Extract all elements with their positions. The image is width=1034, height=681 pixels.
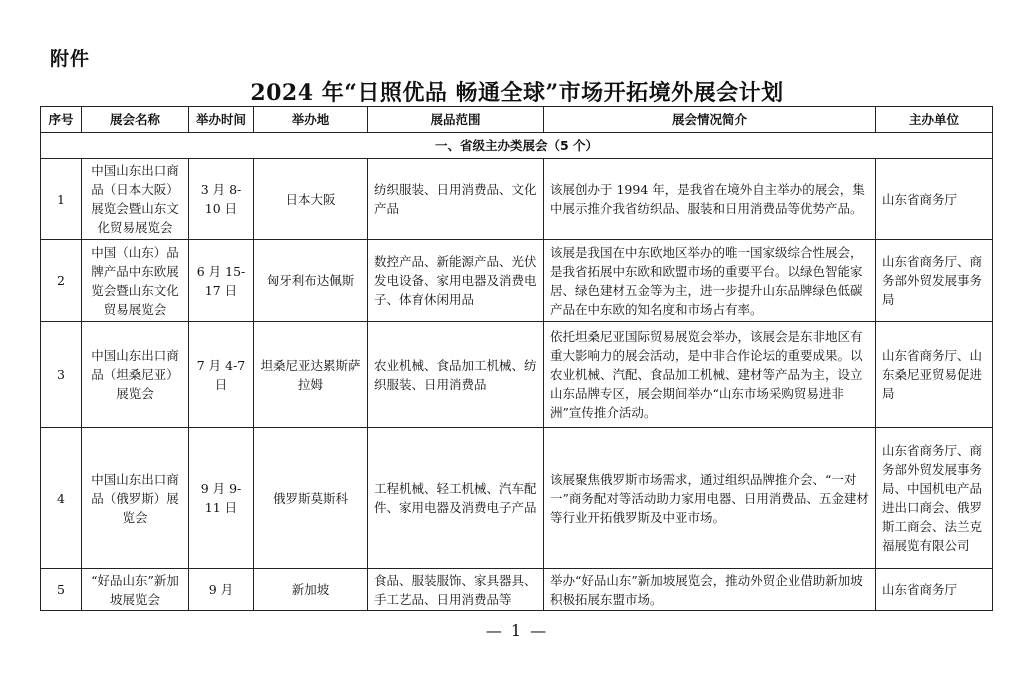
cell-name: 中国山东出口商品（坦桑尼亚）展览会 [82,322,189,428]
header-name: 展会名称 [82,107,189,133]
cell-organizer: 山东省商务厅、商务部外贸发展事务局 [876,240,993,322]
table-header-row [41,107,993,133]
cell-time: 9 月 9-11 日 [189,428,254,569]
table-row [41,428,993,569]
attachment-label: 附件 [50,48,91,70]
cell-scope: 工程机械、轻工机械、汽车配件、家用电器及消费电子产品 [368,428,544,569]
table-row [41,322,993,428]
cell-no: 3 [41,322,82,428]
cell-organizer: 山东省商务厅 [876,569,993,611]
header-organizer: 主办单位 [876,107,993,133]
cell-time: 3 月 8-10 日 [189,159,254,240]
cell-no: 4 [41,428,82,569]
cell-scope: 纺织服装、日用消费品、文化产品 [368,159,544,240]
cell-no: 2 [41,240,82,322]
cell-name: “好品山东”新加坡展览会 [82,569,189,611]
cell-scope: 食品、服装服饰、家具器具、手工艺品、日用消费品等 [368,569,544,611]
page-number: — 1 — [485,621,549,640]
table-row [41,569,993,611]
section-title: 一、省级主办类展会（5 个） [41,133,993,159]
header-time: 举办时间 [189,107,254,133]
cell-no: 1 [41,159,82,240]
header-scope: 展品范围 [368,107,544,133]
cell-scope: 数控产品、新能源产品、光伏发电设备、家用电器及消费电子、体育休闲用品 [368,240,544,322]
cell-time: 9 月 [189,569,254,611]
cell-intro: 举办“好品山东”新加坡展览会，推动外贸企业借助新加坡积极拓展东盟市场。 [544,569,876,611]
page-title: 2024 年“日照优品 畅通全球”市场开拓境外展会计划 [250,80,784,106]
cell-time: 6 月 15-17 日 [189,240,254,322]
cell-intro: 该展创办于 1994 年，是我省在境外自主举办的展会，集中展示推介我省纺织品、服装和日用消费品等优势产品。 [544,159,876,240]
exhibition-plan-table [40,106,993,611]
cell-time: 7 月 4-7 日 [189,322,254,428]
cell-name: 中国（山东）品牌产品中东欧展览会暨山东文化贸易展览会 [82,240,189,322]
table-row [41,240,993,322]
cell-place: 俄罗斯莫斯科 [254,428,368,569]
cell-intro: 该展聚焦俄罗斯市场需求，通过组织品牌推介会、“一对一”商务配对等活动助力家用电器、日用消费品、五金建材等行业开拓俄罗斯及中亚市场。 [544,428,876,569]
cell-organizer: 山东省商务厅、商务部外贸发展事务局、中国机电产品进出口商会、俄罗斯工商会、法兰克福展览有限公司 [876,428,993,569]
section-row [41,133,993,159]
cell-place: 日本大阪 [254,159,368,240]
cell-name: 中国山东出口商品（俄罗斯）展览会 [82,428,189,569]
cell-no: 5 [41,569,82,611]
header-no: 序号 [41,107,82,133]
cell-place: 新加坡 [254,569,368,611]
cell-organizer: 山东省商务厅、山东桑尼亚贸易促进局 [876,322,993,428]
header-intro: 展会情况简介 [544,107,876,133]
header-place: 举办地 [254,107,368,133]
cell-place: 坦桑尼亚达累斯萨拉姆 [254,322,368,428]
cell-organizer: 山东省商务厅 [876,159,993,240]
table-row [41,159,993,240]
cell-intro: 该展是我国在中东欧地区举办的唯一国家级综合性展会，是我省拓展中东欧和欧盟市场的重要平台。以绿色智能家居、绿色建材五金等为主，进一步提升山东品牌绿色低碳产品在中东欧的知名度和市场占有率。 [544,240,876,322]
cell-intro: 依托坦桑尼亚国际贸易展览会举办，该展会是东非地区有重大影响力的展会活动，是中非合作论坛的重要成果。以农业机械、汽配、食品加工机械、建材等产品为主，设立山东品牌专区，展会期间举办“山东市场采购贸易进非洲”宣传推介活动。 [544,322,876,428]
cell-name: 中国山东出口商品（日本大阪）展览会暨山东文化贸易展览会 [82,159,189,240]
cell-place: 匈牙利布达佩斯 [254,240,368,322]
cell-scope: 农业机械、食品加工机械、纺织服装、日用消费品 [368,322,544,428]
